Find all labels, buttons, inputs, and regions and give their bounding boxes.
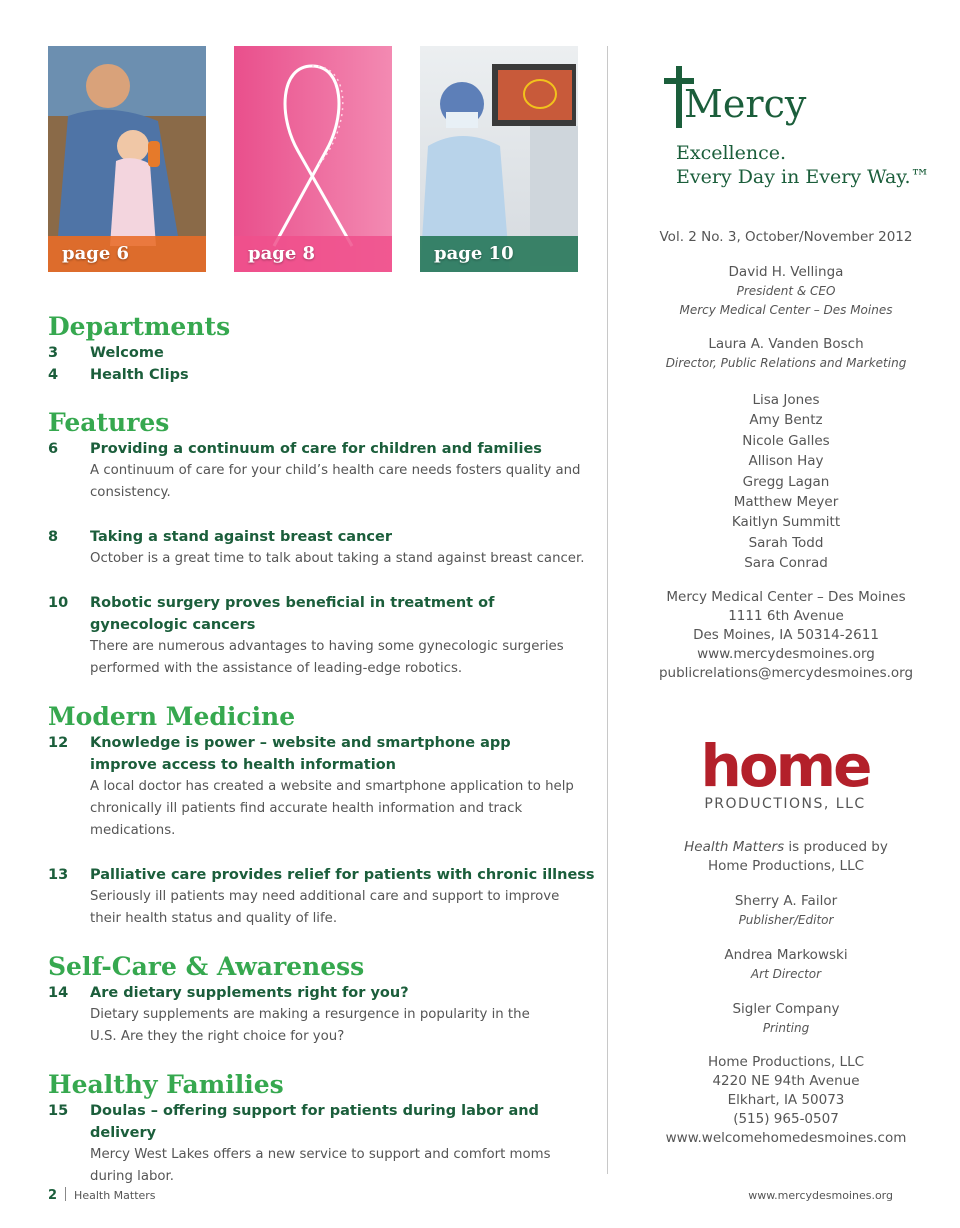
address-line: Home Productions, LLC [707,1054,865,1070]
toc-page-number: 8 [48,529,59,545]
president-name: David H. Vellinga [728,264,844,280]
staff-name: Lisa Jones [752,392,820,408]
toc-page-number: 14 [48,985,69,1001]
toc-title: Are dietary supplements right for you? [90,985,409,1001]
toc-item[interactable] [48,732,608,842]
toc-description: A continuum of care for your child’s health care needs fosters quality and consistency. [90,463,581,500]
address-line: Des Moines, IA 50314-2611 [693,627,879,643]
thumbnail-label: page 6 [62,243,130,264]
director-title: Director, Public Relations and Marketing [665,356,907,370]
president-title: President & CEO [736,284,836,298]
thumbnail-label: page 8 [248,243,316,264]
producer-name: Home Productions, LLC [707,858,865,874]
toc-page-number: 6 [48,441,59,457]
toc-item[interactable] [48,364,608,386]
email-link[interactable]: publicrelations@mercydesmoines.org [658,665,914,681]
masthead [620,228,952,247]
art-director-title: Art Director [750,967,822,981]
address-line: 4220 NE 94th Avenue [712,1073,860,1089]
mercy-logo-wordmark: Mercy [684,82,807,126]
printer-name: Sigler Company [732,1001,840,1017]
toc-description: October is a great time to talk about taking a stand against breast cancer. [90,551,585,566]
toc-page-number: 12 [48,735,69,751]
toc-page-number: 10 [48,595,69,611]
president-org: Mercy Medical Center – Des Moines [679,303,893,317]
president-block [620,263,952,320]
toc-page-number: 13 [48,867,69,883]
toc-page-number: 15 [48,1103,69,1119]
toc-title: Welcome [90,345,164,361]
publisher-name: Sherry A. Failor [734,893,838,909]
section-title-departments: Departments [48,312,231,341]
staff-name: Kaitlyn Summitt [731,514,841,531]
home-logo-wordmark: home [700,732,870,800]
publication-name: Health Matters [684,839,785,855]
section-title-healthy-families: Healthy Families [48,1070,284,1099]
toc-item[interactable] [48,592,608,680]
toc-title: Doulas – offering support for patients during labor and delivery [90,1103,539,1141]
publication-name: Health Matters [74,1189,156,1202]
website-link[interactable]: www.welcomehomedesmoines.com [665,1130,907,1146]
toc-title: Robotic surgery proves beneficial in treatment of gynecologic cancers [90,595,495,633]
staff-list [620,390,952,574]
table-of-contents [48,312,608,1188]
staff-name: Amy Bentz [749,412,823,429]
page-thumbnails [48,46,580,272]
printer-title: Printing [762,1021,810,1035]
toc-description: Mercy West Lakes offers a new service to support and comfort moms during labor. [90,1147,551,1184]
art-director-block [620,946,952,984]
toc-description: A local doctor has created a website and smartphone application to help chronically ill patients find accurate health information and track medications. [90,779,574,838]
toc-item[interactable] [48,982,608,1048]
address-line: Elkhart, IA 50073 [727,1092,845,1108]
staff-name: Allison Hay [748,453,824,470]
toc-item[interactable] [48,1100,608,1188]
toc-page-number: 3 [48,345,59,361]
home-address [620,1053,952,1148]
thumbnail-label: page 10 [434,243,514,264]
toc-title: Palliative care provides relief for patients with chronic illness [90,867,595,883]
issue-line: Vol. 2 No. 3, October/November 2012 [659,229,913,245]
mercy-address [620,588,952,683]
staff-name: Sara Conrad [744,555,828,572]
thumbnail-page-6[interactable] [48,46,206,272]
footer-left [48,1187,156,1203]
home-logo-subtitle: PRODUCTIONS, LLC [704,796,866,812]
address-line: 1111 6th Avenue [728,608,844,624]
toc-title: Providing a continuum of care for children and families [90,441,542,457]
mercy-logo [660,64,930,194]
director-block [620,335,952,373]
thumbnail-page-8[interactable] [234,46,392,272]
section-title-modern-medicine: Modern Medicine [48,702,296,731]
staff-name: Sarah Todd [748,534,824,551]
staff-name: Gregg Lagan [742,473,830,490]
toc-item[interactable] [48,342,608,364]
produced-by [620,838,952,876]
website-link[interactable]: www.mercydesmoines.org [697,646,875,662]
director-name: Laura A. Vanden Bosch [708,336,864,352]
footer-divider [65,1187,66,1201]
toc-item[interactable] [48,864,608,930]
toc-page-number: 4 [48,367,59,383]
staff-name: Nicole Galles [742,432,830,449]
column-divider [607,46,608,1174]
tagline-line-1: Excellence. [676,142,787,164]
home-productions-logo [690,732,880,820]
produced-by-text: is produced by [784,839,888,855]
art-director-name: Andrea Markowski [724,947,848,963]
toc-description: There are numerous advantages to having some gynecologic surgeries performed with the assistance of leading-edge robotics. [90,639,564,676]
publisher-block [620,892,952,930]
section-title-self-care: Self-Care & Awareness [48,952,365,981]
phone-number: (515) 965-0507 [733,1111,839,1127]
toc-description: Dietary supplements are making a resurgence in popularity in the U.S. Are they the right choice for you? [90,1007,530,1044]
toc-description: Seriously ill patients may need additional care and support to improve their health status and quality of life. [90,889,560,926]
toc-item[interactable] [48,526,608,570]
printing-block [620,1000,952,1038]
toc-item[interactable] [48,438,608,504]
toc-title: Health Clips [90,367,189,383]
staff-name: Matthew Meyer [733,494,839,511]
footer-url[interactable]: www.mercydesmoines.org [748,1189,893,1202]
thumbnail-page-10[interactable] [420,46,578,272]
toc-title: Knowledge is power – website and smartphone app improve access to health information [90,735,511,773]
toc-title: Taking a stand against breast cancer [90,529,392,545]
tagline-line-2: Every Day in Every Way.™ [676,166,930,188]
address-line: Mercy Medical Center – Des Moines [666,589,906,605]
section-title-features: Features [48,408,170,437]
publisher-title: Publisher/Editor [738,913,834,927]
page-number: 2 [48,1188,58,1203]
